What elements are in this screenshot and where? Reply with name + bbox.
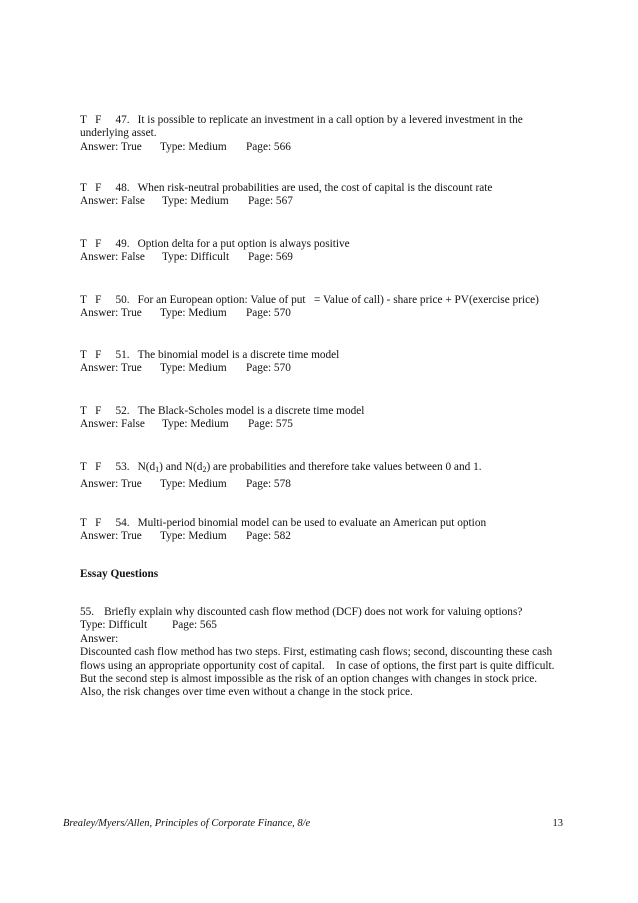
- subscript: 2: [202, 465, 207, 474]
- page-reference: Page: 570: [246, 307, 291, 320]
- page-reference: Page: 566: [246, 140, 291, 153]
- answer-line: Discounted cash flow method has two steps. First, estimating cash flows; second, discounting these cash: [80, 646, 553, 659]
- question-51: [80, 349, 558, 376]
- question-53: [80, 461, 558, 492]
- difficulty-type: Type: Difficult: [80, 619, 148, 632]
- subscript: 1: [155, 465, 160, 474]
- question-52: [80, 405, 558, 432]
- true-false-marker: T F: [80, 182, 102, 194]
- true-false-marker: T F: [80, 461, 102, 473]
- page-reference: Page: 570: [246, 362, 291, 375]
- true-false-marker: T F: [80, 517, 102, 529]
- question-text: Briefly explain why discounted cash flow method (DCF) does not work for valuing options?: [104, 606, 523, 618]
- answer-meta: [80, 251, 558, 264]
- question-statement: [80, 114, 523, 139]
- answer-value: Answer: True: [80, 478, 142, 491]
- question-statement: [80, 182, 558, 195]
- question-54: [80, 517, 558, 544]
- question-text: When risk-neutral probabilities are used, the cost of capital is the discount rate: [137, 182, 493, 194]
- question-text: It is possible to replicate an investment in a call option by a levered investment in the underlying asset.: [80, 114, 523, 140]
- answer-value: Answer: True: [80, 530, 142, 543]
- question-50: [80, 294, 558, 321]
- page-reference: Page: 582: [246, 530, 291, 543]
- true-false-marker: T F: [80, 349, 102, 361]
- question-number: 48.: [115, 182, 130, 194]
- question-number: 47.: [115, 114, 130, 126]
- footer-citation: Brealey/Myers/Allen, Principles of Corporate Finance, 8/e: [63, 818, 311, 829]
- question-number: 51.: [115, 349, 130, 361]
- true-false-marker: T F: [80, 405, 102, 417]
- question-text-part: N(d: [137, 461, 156, 473]
- answer-label: Answer:: [80, 632, 119, 645]
- question-text-part: ) and N(d: [159, 461, 203, 473]
- true-false-marker: T F: [80, 294, 102, 306]
- question-number: 53.: [115, 461, 130, 473]
- answer-meta: [80, 195, 558, 208]
- question-text: For an European option: Value of put = Value of call) - share price + PV(exercise price): [137, 294, 539, 306]
- question-text: The binomial model is a discrete time model: [137, 349, 340, 361]
- page-reference: Page: 565: [172, 619, 217, 632]
- difficulty-type: Type: Medium: [162, 418, 229, 431]
- question-text: Option delta for a put option is always positive: [137, 238, 350, 250]
- question-text: Multi-period binomial model can be used to evaluate an American put option: [137, 517, 487, 529]
- difficulty-type: Type: Medium: [162, 195, 229, 208]
- question-statement: [80, 606, 570, 619]
- true-false-marker: T F: [80, 114, 102, 126]
- section-heading: Essay Questions: [80, 568, 159, 580]
- answer-meta: [80, 362, 558, 375]
- answer-line: But the second step is almost impossible as the risk of an option changes with changes in stock price.: [80, 673, 538, 686]
- question-statement: [80, 349, 558, 362]
- question-statement: [80, 517, 558, 530]
- answer-line: flows using an appropriate opportunity cost of capital. In case of options, the first part is quite difficult.: [80, 659, 555, 672]
- answer-value: Answer: False: [80, 251, 145, 264]
- page-footer: [63, 818, 563, 829]
- question-49: [80, 238, 558, 265]
- difficulty-type: Type: Medium: [160, 307, 227, 320]
- page-reference: Page: 575: [248, 418, 293, 431]
- essay-question-55: [80, 606, 570, 700]
- answer-meta: [80, 478, 558, 491]
- question-statement: [80, 294, 558, 307]
- answer-value: Answer: False: [80, 195, 145, 208]
- answer-value: Answer: True: [80, 307, 142, 320]
- answer-meta: [80, 418, 558, 431]
- answer-value: Answer: False: [80, 418, 145, 431]
- answer-meta: [80, 530, 558, 543]
- answer-line: Also, the risk changes over time even without a change in the stock price.: [80, 686, 413, 699]
- question-number: 50.: [115, 294, 130, 306]
- question-47: [80, 114, 558, 154]
- essay-meta: [80, 619, 570, 632]
- page-reference: Page: 569: [248, 251, 293, 264]
- answer-value: Answer: True: [80, 362, 142, 375]
- question-48: [80, 182, 558, 209]
- difficulty-type: Type: Medium: [160, 362, 227, 375]
- question-text: The Black-Scholes model is a discrete time model: [137, 405, 365, 417]
- page-number: 13: [552, 818, 563, 829]
- answer-meta: [80, 307, 558, 320]
- difficulty-type: Type: Medium: [160, 478, 227, 491]
- difficulty-type: Type: Medium: [160, 140, 227, 153]
- question-text-part: ) are probabilities and therefore take values between 0 and 1.: [206, 461, 482, 473]
- question-number: 49.: [115, 238, 130, 250]
- difficulty-type: Type: Difficult: [162, 251, 230, 264]
- difficulty-type: Type: Medium: [160, 530, 227, 543]
- question-number: 54.: [115, 517, 130, 529]
- answer-value: Answer: True: [80, 140, 142, 153]
- question-number: 52.: [115, 405, 130, 417]
- question-number: 55.: [80, 606, 95, 618]
- true-false-marker: T F: [80, 238, 102, 250]
- question-statement: [80, 405, 558, 418]
- answer-meta: [80, 141, 558, 154]
- question-statement: [80, 238, 558, 251]
- page-reference: Page: 567: [248, 195, 293, 208]
- question-statement: [80, 461, 558, 476]
- page-reference: Page: 578: [246, 478, 291, 491]
